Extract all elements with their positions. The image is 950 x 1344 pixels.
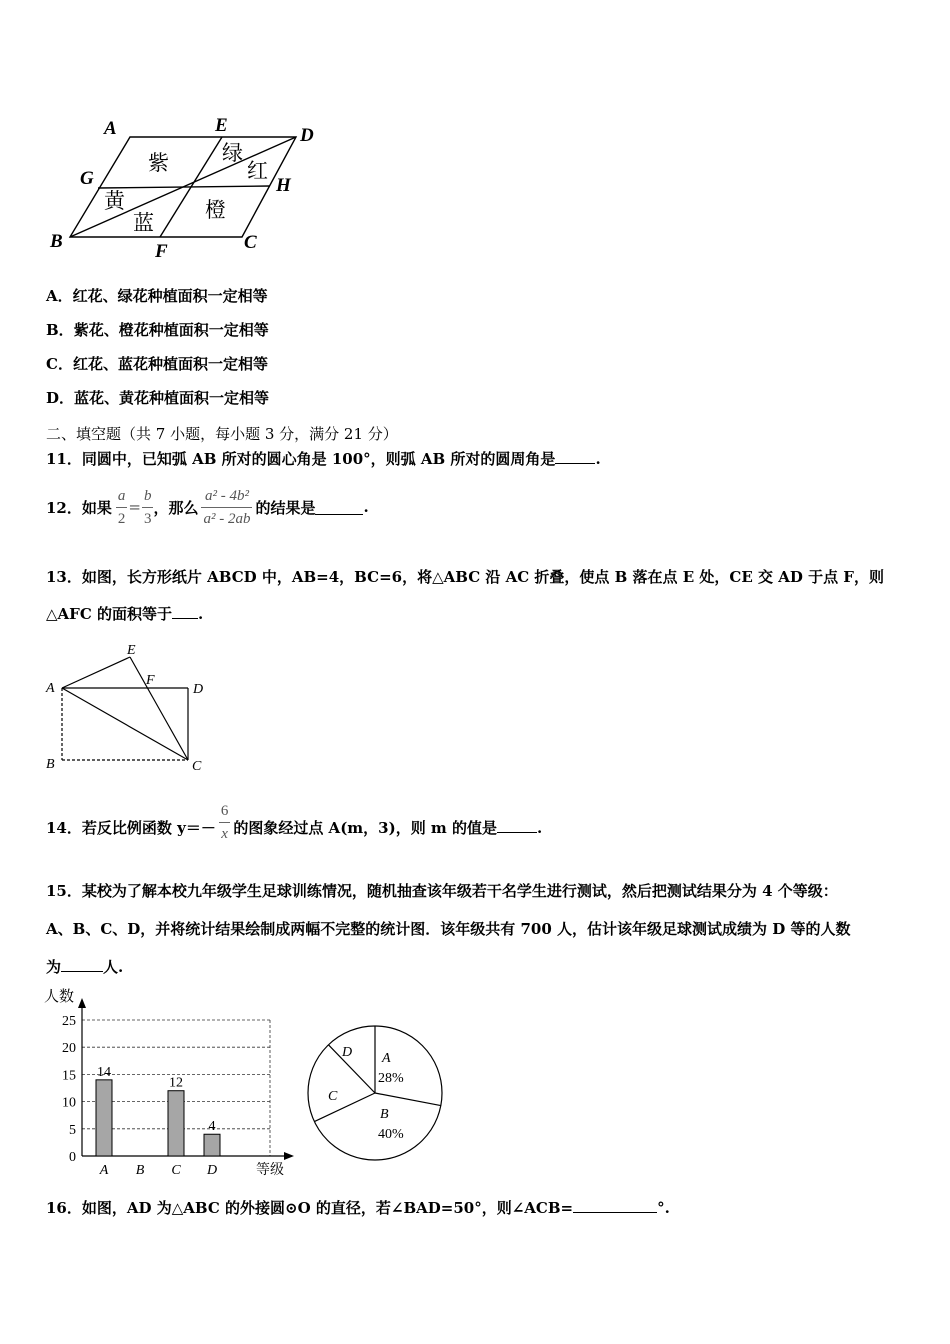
x-tick-label-a: A [99, 1163, 109, 1178]
segment-ae [62, 657, 130, 688]
y-tick-label-25: 25 [62, 1014, 76, 1029]
q13-label-c: C [192, 759, 202, 774]
question-15-line2: A、B、C、D，并将统计结果绘制成两幅不完整的统计图．该年级共有 700 人，估计该年级足球测试成绩为 D 等的人数 [46, 920, 851, 938]
q13-label-a: A [46, 681, 55, 696]
y-tick-label-0: 0 [69, 1150, 76, 1165]
bar-a [96, 1080, 112, 1156]
segment-ac [62, 688, 188, 760]
q15-line3-end: 人. [103, 958, 124, 976]
pie-divider-2 [314, 1093, 375, 1122]
label-f: F [155, 241, 168, 260]
bar-chart [40, 984, 300, 1180]
q13-line2-text: △AFC 的面积等于 [46, 605, 172, 623]
region-orange: 橙 [205, 198, 226, 222]
q12-fraction-b3 [142, 485, 154, 530]
q15-line3-prefix: 为 [46, 958, 62, 976]
option-b [46, 319, 269, 340]
q12-f3-den: a² - 2ab [203, 510, 251, 527]
q12-f3-num: a² - 4b² [201, 485, 252, 508]
option-a [46, 285, 268, 306]
question-15-line1: 15．某校为了解本校九年级学生足球训练情况，随机抽查该年级若干名学生进行测试，然后把测试结果分为 4 个等级： [46, 882, 838, 900]
pie-percent-b: 40% [378, 1127, 404, 1142]
q11-text: 11．同圆中，已知弧 AB 所对的圆心角是 100°，则弧 AB 所对的圆周角是 [46, 450, 556, 468]
region-red: 红 [247, 159, 268, 183]
segment-ec [130, 657, 188, 760]
option-d [46, 387, 269, 408]
q11-answer-blank[interactable] [555, 449, 595, 464]
question-13-line2 [46, 603, 203, 624]
option-b-text: 紫花、橙花种植面积一定相等 [73, 321, 269, 339]
q13-end: . [198, 605, 204, 623]
q14-suffix: 的图象经过点 A(m，3)，则 m 的值是 [233, 819, 498, 837]
y-tick-label-15: 15 [62, 1068, 76, 1084]
region-yellow: 黄 [104, 189, 125, 213]
pie-percent-a: 28% [378, 1071, 404, 1086]
q12-suffix: 的结果是 [255, 498, 316, 517]
pie-label-c: C [328, 1089, 338, 1104]
pie-divider-1 [375, 1093, 441, 1106]
q14-den: x [221, 826, 228, 842]
y-axis-arrow [78, 998, 86, 1008]
rectangle-fold-figure [40, 638, 220, 778]
q12-mid: ，那么 [153, 498, 199, 517]
q12-f1-den: 2 [117, 510, 126, 527]
q12-fraction-expression [201, 485, 252, 530]
question-15-line3 [46, 956, 123, 977]
option-d-letter: D． [46, 389, 75, 407]
region-blue: 蓝 [133, 211, 154, 235]
pie-label-a: A [382, 1051, 391, 1066]
pie-label-d: D [342, 1045, 353, 1060]
option-d-text: 蓝花、黄花种植面积一定相等 [74, 389, 270, 407]
q13-label-f: F [146, 673, 155, 688]
q12-f2-num: b [142, 485, 154, 508]
q11-end: . [595, 450, 601, 468]
bar-label-c: 12 [169, 1075, 183, 1091]
q15-answer-blank[interactable] [61, 957, 103, 972]
y-tick-label-10: 10 [62, 1095, 76, 1111]
x-axis-label: 等级 [256, 1162, 284, 1178]
q12-fraction-a2 [116, 485, 128, 530]
label-c: C [244, 232, 257, 253]
option-c [46, 353, 268, 374]
x-tick-label-d: D [206, 1163, 218, 1178]
label-h: H [276, 175, 291, 196]
x-axis-arrow [284, 1152, 294, 1160]
q13-label-d: D [193, 682, 204, 697]
x-tick-label-b: B [135, 1163, 145, 1178]
question-14 [46, 795, 542, 845]
option-a-letter: A． [46, 287, 73, 305]
q13-label-b: B [46, 757, 55, 772]
pie-chart [300, 1018, 450, 1168]
q14-num: 6 [219, 800, 231, 823]
question-11 [46, 448, 601, 469]
region-purple: 紫 [148, 151, 169, 175]
label-g: G [80, 168, 94, 189]
q14-fraction [219, 800, 231, 845]
y-tick-label-20: 20 [62, 1041, 76, 1057]
q12-end: . [363, 498, 369, 516]
pie-label-b: B [380, 1107, 389, 1122]
q14-end: . [537, 819, 543, 837]
q12-equals: = [128, 498, 141, 516]
label-d: D [300, 125, 314, 146]
q13-label-e: E [127, 643, 136, 658]
option-c-text: 红花、蓝花种植面积一定相等 [72, 355, 268, 373]
bar-c [168, 1091, 184, 1156]
q13-answer-blank[interactable] [172, 604, 198, 619]
option-b-letter: B． [46, 321, 74, 339]
bar-label-d: 4 [208, 1119, 216, 1135]
section-heading: 二、填空题（共 7 小题，每小题 3 分，满分 21 分） [46, 425, 398, 443]
label-e: E [215, 115, 228, 136]
q14-prefix: 14．若反比例函数 y＝－ [46, 819, 216, 837]
y-tick-label-5: 5 [69, 1122, 76, 1138]
label-a: A [104, 118, 117, 139]
option-c-letter: C． [46, 355, 73, 373]
region-green: 绿 [222, 141, 243, 165]
bar-label-a: 14 [97, 1064, 111, 1080]
q14-answer-blank[interactable] [497, 818, 537, 833]
label-b: B [50, 231, 63, 252]
parallelogram-figure [40, 110, 340, 260]
option-a-text: 红花、绿花种植面积一定相等 [72, 287, 268, 305]
question-13-line1: 13．如图，长方形纸片 ABCD 中，AB=4，BC=6，将△ABC 沿 AC 折叠，使点 B 落在点 E 处，CE 交 AD 于点 F，则 [46, 568, 884, 586]
q14-tail [233, 817, 542, 845]
q16-text: 16．如图，AD 为△ABC 的外接圆⊙O 的直径，若∠BAD=50°，则∠ACB= [46, 1199, 574, 1217]
line-gh [98, 186, 270, 188]
q16-answer-blank[interactable] [573, 1198, 657, 1213]
q12-prefix: 12．如果 [46, 498, 112, 517]
y-axis-label: 人数 [44, 987, 75, 1005]
x-tick-label-c: C [171, 1163, 181, 1178]
question-12 [46, 482, 369, 532]
q12-f1-num: a [116, 485, 128, 508]
q12-f2-den: 3 [143, 510, 152, 527]
q16-end: °. [657, 1199, 670, 1217]
q12-answer-blank[interactable] [315, 500, 363, 515]
question-16 [46, 1197, 670, 1218]
bar-d [204, 1134, 220, 1156]
